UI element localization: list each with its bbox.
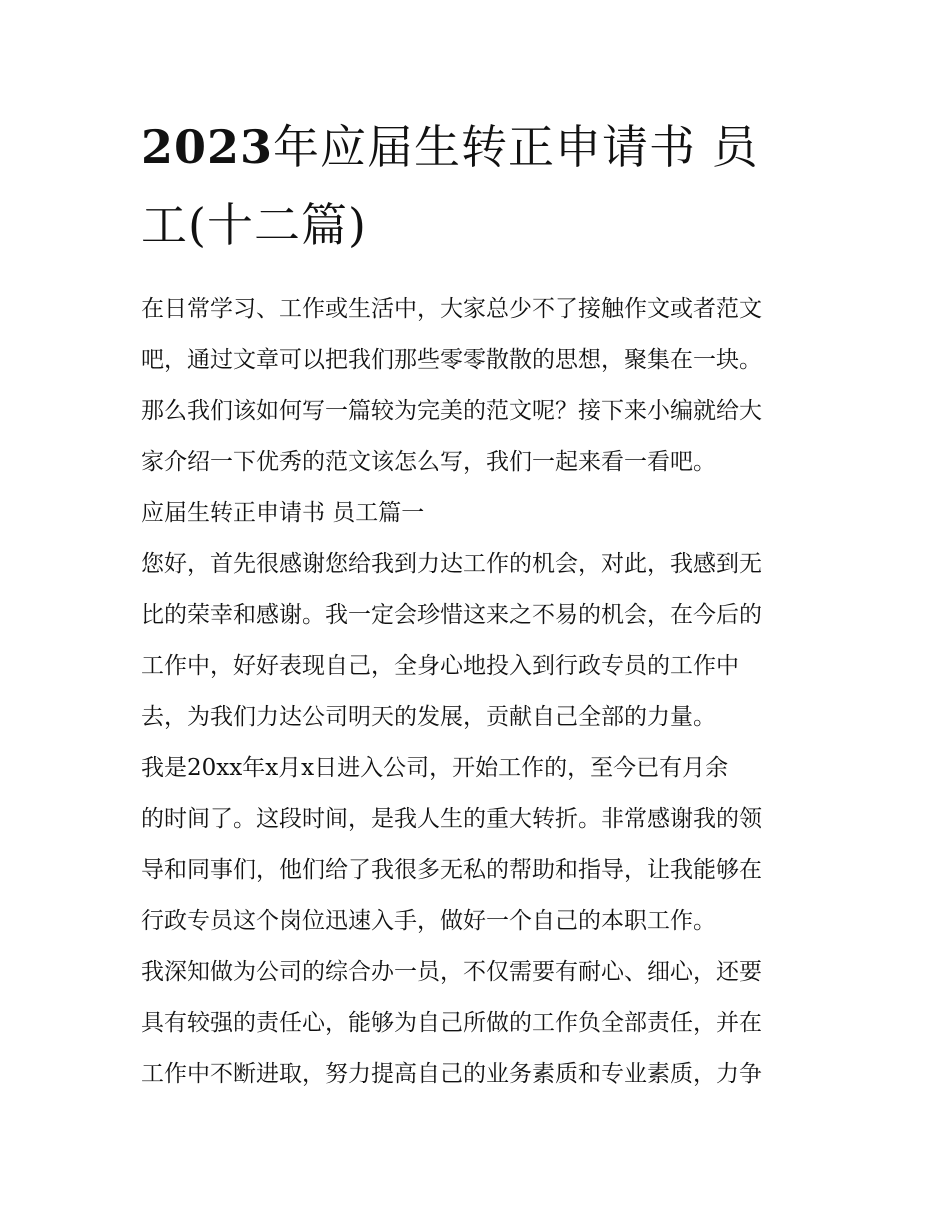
body-line-1: 在日常学习、工作或生活中，大家总少不了接触作文或者范文 [141, 296, 762, 322]
document-content [141, 108, 816, 1100]
section-heading: 应届生转正申请书 员工篇一 [141, 500, 425, 526]
body-line-3: 那么我们该如何写一篇较为完美的范文呢？接下来小编就给大 [141, 398, 762, 424]
body-line-4: 家介绍一下优秀的范文该怎么写，我们一起来看一看吧。 [141, 449, 716, 475]
title-line-1-text: 年应届生转正申请书 员 [273, 120, 759, 174]
body-line-14: 我深知做为公司的综合办一员，不仅需要有耐心、细心，还要 [141, 959, 762, 985]
body-line-7: 比的荣幸和感谢。我一定会珍惜这来之不易的机会，在今后的 [141, 602, 762, 628]
body-line-2: 吧，通过文章可以把我们那些零零散散的思想，聚集在一块。 [141, 347, 762, 373]
body-line-9: 去，为我们力达公司明天的发展，贡献自己全部的力量。 [141, 704, 716, 730]
title-line-2-text: 工(十二篇) [141, 198, 367, 252]
body-line-16: 工作中不断进取，努力提高自己的业务素质和专业素质，力争 [141, 1061, 762, 1087]
body-line-13: 行政专员这个岗位迅速入手，做好一个自己的本职工作。 [141, 908, 716, 934]
body-line-12: 导和同事们，他们给了我很多无私的帮助和指导，让我能够在 [141, 857, 762, 883]
body-line-6: 您好，首先很感谢您给我到力达工作的机会，对此，我感到无 [141, 551, 762, 577]
body-line-10: 我是20xx年x月x日进入公司，开始工作的，至今已有月余 [141, 755, 729, 781]
document-title [141, 108, 816, 264]
body-line-11: 的时间了。这段时间，是我人生的重大转折。非常感谢我的领 [141, 806, 762, 832]
body-line-15: 具有较强的责任心，能够为自己所做的工作负全部责任，并在 [141, 1010, 762, 1036]
title-year: 2023 [141, 120, 274, 174]
body-line-8: 工作中，好好表现自己，全身心地投入到行政专员的工作中 [141, 653, 739, 679]
